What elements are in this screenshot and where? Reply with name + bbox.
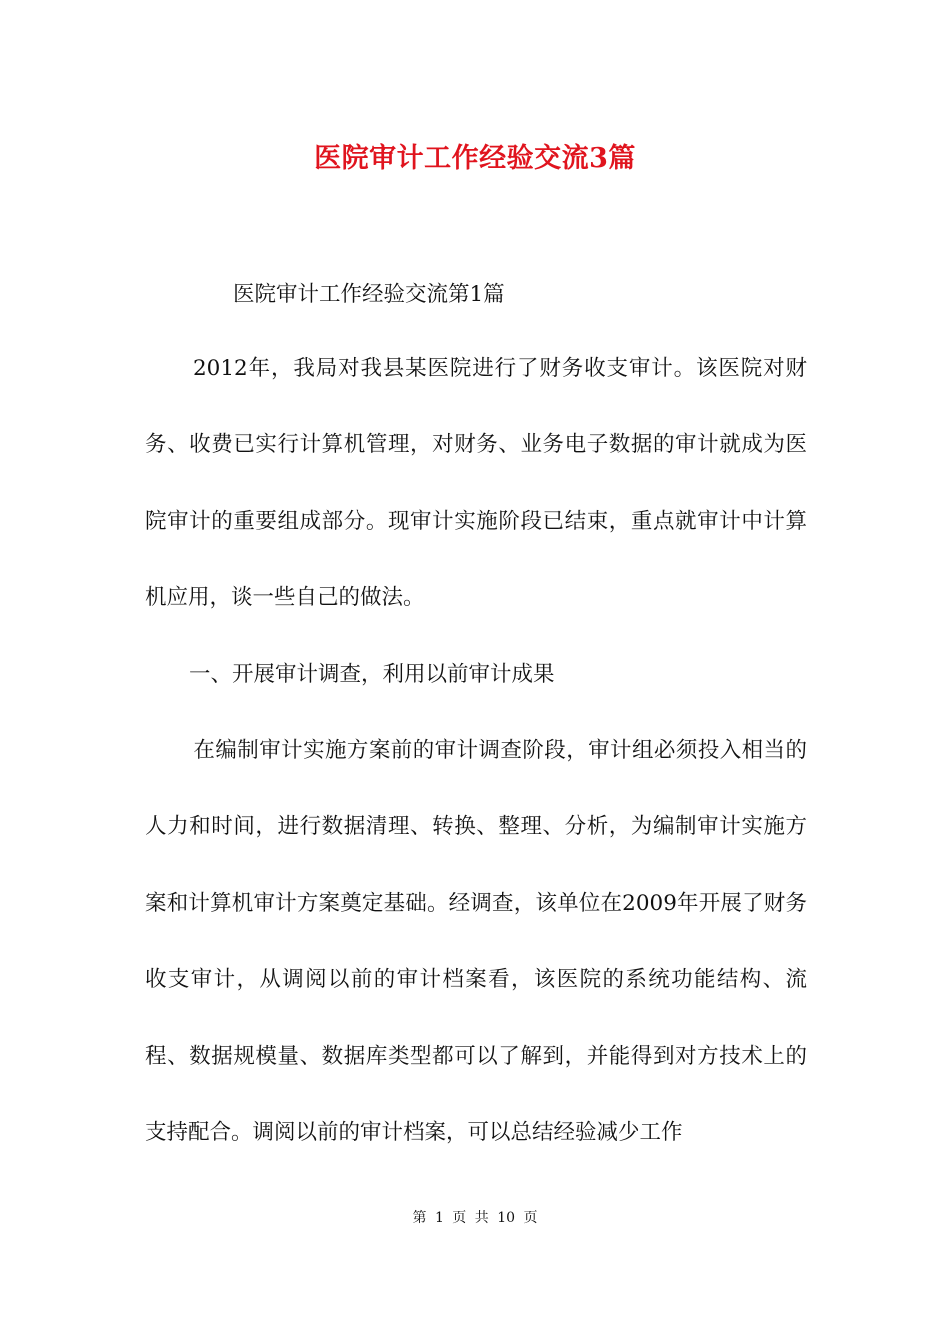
document-title: 医院审计工作经验交流3篇 — [314, 143, 636, 174]
section-heading-1 — [145, 637, 807, 713]
paragraph-2-text: 在编制审计实施方案前的审计调查阶段，审计组必须投入相当的人力和时间，进行数据清理、转换、整理、分析，为编制审计实施方案和计算机审计方案奠定基础。经调查，该单位在2009年开展了财务收支审计，从调阅以前的审计档案看，该医院的系统功能结构、流程、数据规模量、数据库类型都可以了解到，并能得到对方技术上的支持配合。调阅以前的审计档案，可以总结经验减少工作 — [145, 738, 808, 1146]
section-heading-1-text: 一、开展审计调查，利用以前审计成果 — [189, 662, 555, 687]
paragraph-1-text: 2012年，我局对我县某医院进行了财务收支审计。该医院对财务、收费已实行计算机管理，对财务、业务电子数据的审计就成为医院审计的重要组成部分。现审计实施阶段已结束，重点就审计中计算机应用，谈一些自己的做法。 — [145, 356, 807, 611]
section-subtitle: 医院审计工作经验交流第1篇 — [233, 282, 505, 307]
paragraph-2 — [145, 713, 807, 1171]
page-number-footer: 第 1 页 共 10 页 — [412, 1210, 538, 1226]
paragraph-1 — [145, 331, 807, 637]
